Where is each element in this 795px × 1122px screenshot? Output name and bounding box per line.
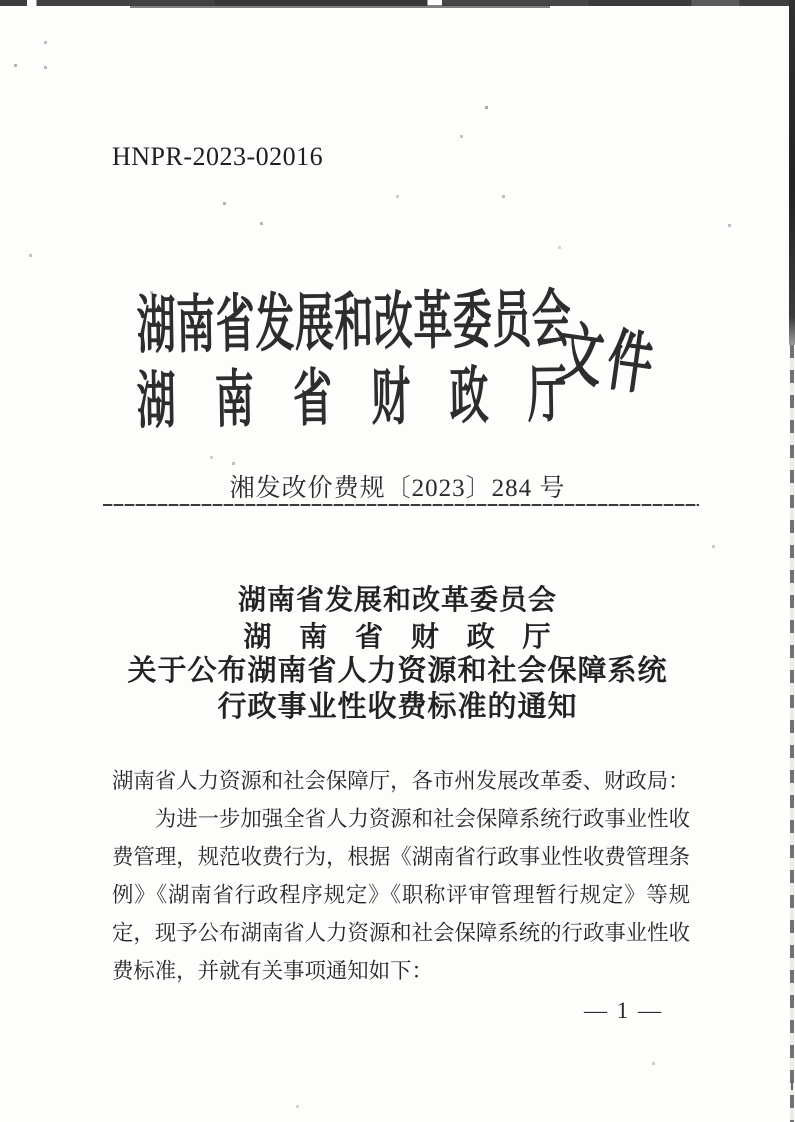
document-body [112,762,690,990]
letterhead-wenjian-label: 文件 [553,315,663,405]
letterhead-agency-line-1: 湖南省发展和改革委员会 [136,285,572,362]
document-number: 湘发改价费规〔2023〕284 号 [229,475,566,502]
scan-artifact-right-edge [789,0,795,345]
document-reference-code: HNPR-2023-02016 [112,142,324,171]
header-separator-line [103,504,699,506]
title-subject-line-1: 关于公布湖南省人力资源和社会保障系统 [127,655,668,687]
title-agency-line-2: 湖南省财政厅 [243,622,552,653]
title-subject-line-2: 行政事业性收费标准的通知 [217,691,578,723]
scan-artifact-top-edge-shadow [130,5,550,8]
body-paragraph: 为进一步加强全省人力资源和社会保障系统行政事业性收费管理，规范收费行为，根据《湖南省行政事业性收费管理条例》《湖南省行政程序规定》《职称评审管理暂行规定》等规定，现予公布湖南省人力资源和社会保障系统的行政事业性收费标准，并就有关事项通知如下： [112,807,690,983]
scan-artifact-bottom-right-mark [791,1078,793,1090]
page-number: — 1 — [584,998,663,1023]
scan-artifact-right-edge-dashed [790,345,794,1122]
body-salutation: 湖南省人力资源和社会保障厅，各市州发展改革委、财政局： [112,769,690,793]
title-agency-line-1: 湖南省发展和改革委员会 [237,585,557,616]
paper-speck-group [0,0,3,3]
letterhead-agency-line-2: 湖南省财政厅 [136,361,568,437]
